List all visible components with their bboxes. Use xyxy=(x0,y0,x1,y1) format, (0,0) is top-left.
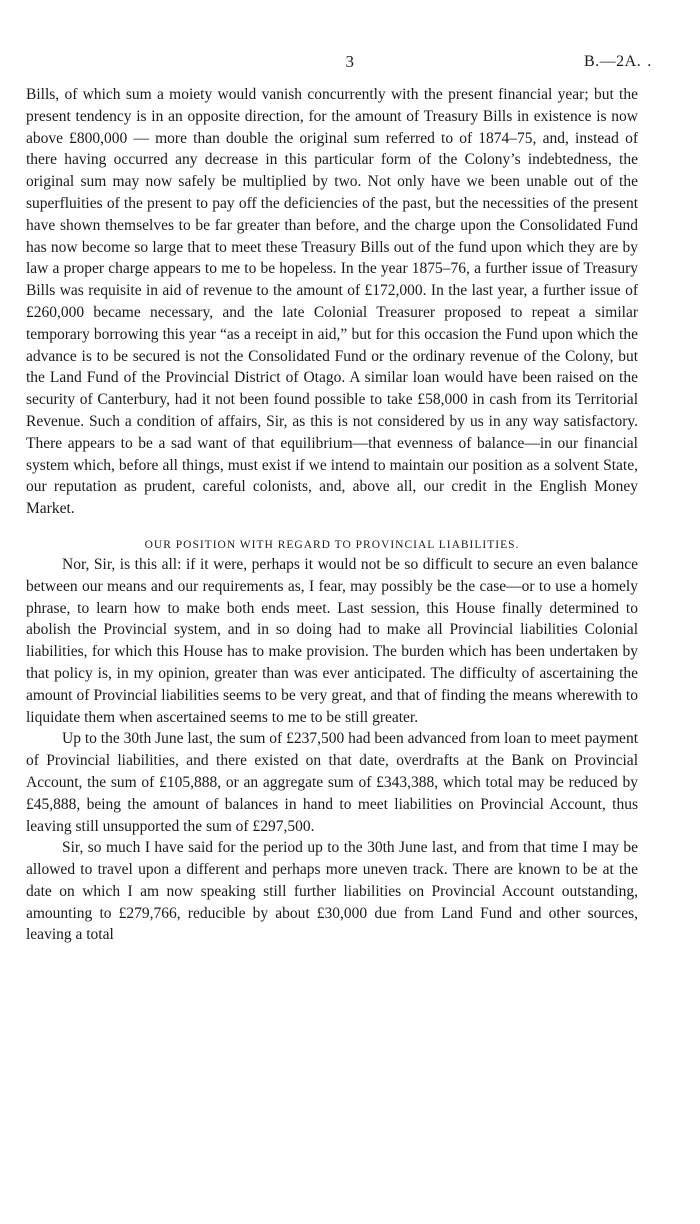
section-paragraph-3: Sir, so much I have said for the period up to the 30th June last, and from that time I may be allowed to travel upon a different and perhaps more uneven track. There are known to be at the date on which I am now speaking still further liabilities on Provincial Account outstanding, amounting to £279,766, reducible by about £30,000 due from Land Fund and other sources, leaving a total xyxy=(26,839,638,944)
section-heading: OUR POSITION WITH REGARD TO PROVINCIAL LIABILITIES. xyxy=(144,538,520,551)
opening-paragraph: Bills, of which sum a moiety would vanish concurrently with the present financial year; but the present tendency is in an opposite direction, for the amount of Treasury Bills in existence is now above £800,000 — more than double the original sum referred to of 1874–75, and, instead of there having occurred any decrease in this particular form of the Colony’s indebtedness, the original sum may now safely be multiplied by two. Not only have we been unable out of the superfluities of the present to pay off the deficiencies of the past, but the necessities of the present have shown themselves to be far greater than before, and the charge upon the Consolidated Fund has now become so large that to meet these Treasury Bills out of the fund upon which they are by law a proper charge appears to me to be hopeless. In the year 1875–76, a further issue of Treasury Bills was requisite in aid of revenue to the amount of £172,000. In the last year, a further issue of £260,000 became necessary, and the late Colonial Treasurer proposed to repeat a similar temporary borrowing this year “as a receipt in aid,” but for this occasion the Fund upon which the advance is to be secured is not the Consolidated Fund or the ordinary revenue of the Colony, but the Land Fund of the Provincial District of Otago. A similar loan would have been raised on the security of Canterbury, had it not been found possible to take £58,000 in cash from its Territorial Revenue. Such a condition of affairs, Sir, as this is not considered by us in any way satisfactory. There appears to be a sad want of that equilibrium—that evenness of balance—in our financial system which, before all things, must exist if we intend to maintain our position as a solvent State, our reputation as prudent, careful colonists, and, above all, our credit in the English Money Market. xyxy=(26,86,638,518)
trailing-mark: . xyxy=(647,53,652,70)
section-paragraph-2: Up to the 30th June last, the sum of £237,500 had been advanced from loan to meet payment of Provincial liabilities, and there existed on that date, overdrafts at the Bank on Provincial Account, the sum of £105,888, or an aggregate sum of £343,388, which total may be reduced by £45,888, being the amount of balances in hand to meet liabilities on Provincial Account, thus leaving still unsupported the sum of £297,500. xyxy=(26,730,638,835)
document-reference xyxy=(584,53,652,71)
body-text xyxy=(26,84,638,946)
page-number: 3 xyxy=(345,52,355,71)
section-paragraph-1: Nor, Sir, is this all: if it were, perhaps it would not be so difficult to secure an even balance between our means and our requirements as, I fear, may possibly be the case—or to use a homely phrase, to learn how to make both ends meet. Last session, this House finally determined to abolish the Provincial system, and in so doing had to make all Provincial liabilities Colonial liabilities, for which this House has to make provision. The burden which has been undertaken by that policy is, in my opinion, greater than was ever anticipated. The difficulty of ascertaining the amount of Provincial liabilities seems to be very great, and that of finding the means wherewith to liquidate them when ascertained seems to me to be still greater. xyxy=(26,555,638,726)
document-reference-label: B.—2A. xyxy=(584,53,642,70)
